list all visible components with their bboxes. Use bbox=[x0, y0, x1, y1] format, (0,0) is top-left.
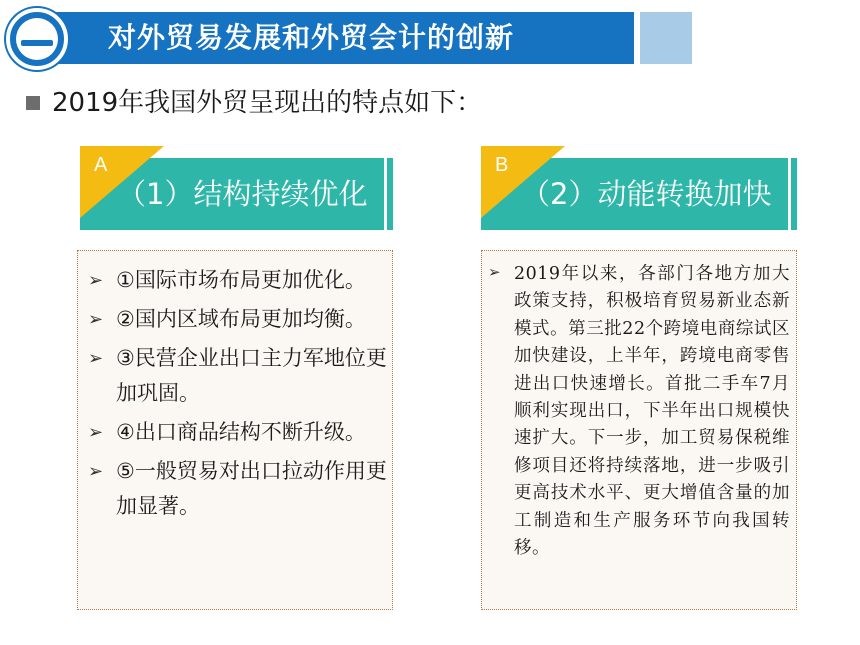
banner-end-bar bbox=[788, 158, 797, 230]
list-item: ➢ ①国际市场布局更加优化。 bbox=[78, 263, 390, 298]
banner-a-heading: （1）结构持续优化 bbox=[117, 177, 368, 211]
label-triangle-b bbox=[481, 146, 565, 218]
chinese-numeral-one-icon bbox=[21, 40, 53, 46]
arrow-bullet-icon: ➢ bbox=[88, 461, 104, 482]
momentum-paragraph: 2019年以来，各部门各地方加大政策支持，积极培育贸易新业态新模式。第三批22个跨境电商综试区加快建设，上半年，跨境电商零售进出口快速增长。首批二手车7月顺利实现出口，下半年出口规模快速扩大。下一步，加工贸易保税维修项目还将持续落地，进一步吸引更高技术水平、更大增值含量的加工制造和生产服务环节向我国转移。 bbox=[514, 264, 790, 559]
square-bullet-icon bbox=[26, 96, 40, 110]
arrow-bullet-icon: ➢ bbox=[488, 263, 501, 281]
structure-points-list bbox=[78, 263, 390, 528]
arrow-bullet-icon: ➢ bbox=[88, 309, 104, 330]
section-number-badge bbox=[6, 8, 68, 70]
list-item: ➢ ④出口商品结构不断升级。 bbox=[78, 415, 390, 450]
list-item: ➢ ③民营企业出口主力军地位更加巩固。 bbox=[78, 341, 390, 411]
title-accent-block bbox=[640, 12, 692, 64]
banner-end-bar bbox=[384, 158, 393, 230]
arrow-bullet-icon: ➢ bbox=[88, 270, 104, 291]
momentum-description-box bbox=[481, 250, 797, 610]
arrow-bullet-icon: ➢ bbox=[88, 422, 104, 443]
list-item: ➢ ②国内区域布局更加均衡。 bbox=[78, 302, 390, 337]
label-letter-a: A bbox=[94, 154, 108, 176]
banner-b-heading: （2）动能转换加快 bbox=[521, 177, 772, 211]
list-item: ➢ ⑤一般贸易对出口拉动作用更加显著。 bbox=[78, 454, 390, 524]
arrow-bullet-icon: ➢ bbox=[88, 348, 104, 369]
page-title: 对外贸易发展和外贸会计的创新 bbox=[108, 21, 515, 54]
label-triangle-a bbox=[80, 146, 164, 218]
label-letter-b: B bbox=[495, 154, 509, 176]
section-intro: 2019年我国外贸呈现出的特点如下： bbox=[52, 88, 483, 118]
badge-inner-circle bbox=[16, 18, 58, 60]
structure-points-box bbox=[77, 250, 393, 610]
